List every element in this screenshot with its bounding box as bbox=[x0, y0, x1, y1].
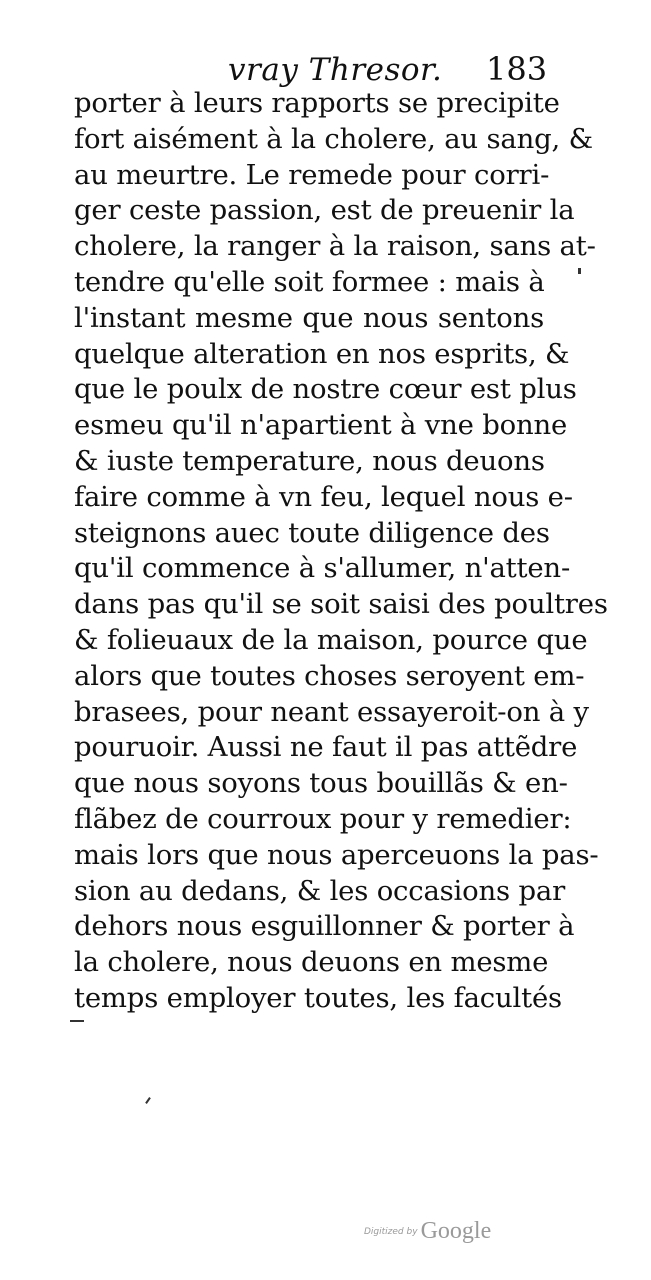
text-line: & iuste temperature, nous deuons bbox=[74, 444, 545, 477]
text-line: pouruoir. Aussi ne faut il pas attẽdre bbox=[74, 731, 578, 764]
text-line: flãbez de courroux pour y remedier: bbox=[74, 802, 572, 835]
scan-speck bbox=[145, 1097, 151, 1104]
body-text bbox=[74, 86, 608, 1017]
text-line: faire comme à vn feu, lequel nous e- bbox=[74, 480, 573, 513]
text-line: au meurtre. Le remede pour corri- bbox=[74, 158, 550, 191]
text-line: mais lors que nous aperceuons la pas- bbox=[74, 838, 599, 871]
text-line: cholere, la ranger à la raison, sans at- bbox=[74, 230, 596, 263]
text-line: esmeu qu'il n'apartient à vne bonne bbox=[74, 409, 568, 442]
text-line: fort aisément à la cholere, au sang, & bbox=[74, 122, 593, 155]
google-logo: Google bbox=[420, 1218, 492, 1244]
text-line: dehors nous esguillonner & porter à bbox=[74, 910, 575, 943]
scan-speck bbox=[70, 1020, 84, 1022]
text-line: que le poulx de nostre cœur est plus bbox=[74, 373, 577, 406]
text-line: sion au dedans, & les occasions par bbox=[74, 874, 566, 907]
text-line: que nous soyons tous bouillãs & en- bbox=[74, 767, 568, 800]
text-line: alors que toutes choses seroyent em- bbox=[74, 659, 585, 692]
text-line: tendre qu'elle soit formee : mais à bbox=[74, 265, 545, 298]
text-line: dans pas qu'il se soit saisi des poultres bbox=[74, 588, 608, 621]
page-number: 183 bbox=[486, 50, 548, 88]
text-line: l'instant mesme que nous sentons bbox=[74, 301, 544, 334]
text-line: temps employer toutes, les facultés bbox=[74, 981, 562, 1014]
text-line: quelque alteration en nos esprits, & bbox=[74, 337, 570, 370]
digitized-label: Digitized by bbox=[364, 1226, 418, 1237]
text-line: ger ceste passion, est de preuenir la bbox=[74, 194, 575, 227]
running-title: vray Thresor. bbox=[228, 52, 443, 88]
text-line: & folieuaux de la maison, pource que bbox=[74, 623, 588, 656]
scan-speck bbox=[578, 268, 581, 274]
text-line: porter à leurs rapports se precipite bbox=[74, 87, 560, 119]
text-line: brasees, pour neant essayeroit-on à y bbox=[74, 695, 589, 728]
text-line: la cholere, nous deuons en mesme bbox=[74, 946, 549, 979]
text-line: steignons auec toute diligence des bbox=[74, 516, 550, 549]
text-line: qu'il commence à s'allumer, n'atten- bbox=[74, 552, 571, 585]
digitized-by-google-watermark bbox=[364, 1218, 491, 1245]
